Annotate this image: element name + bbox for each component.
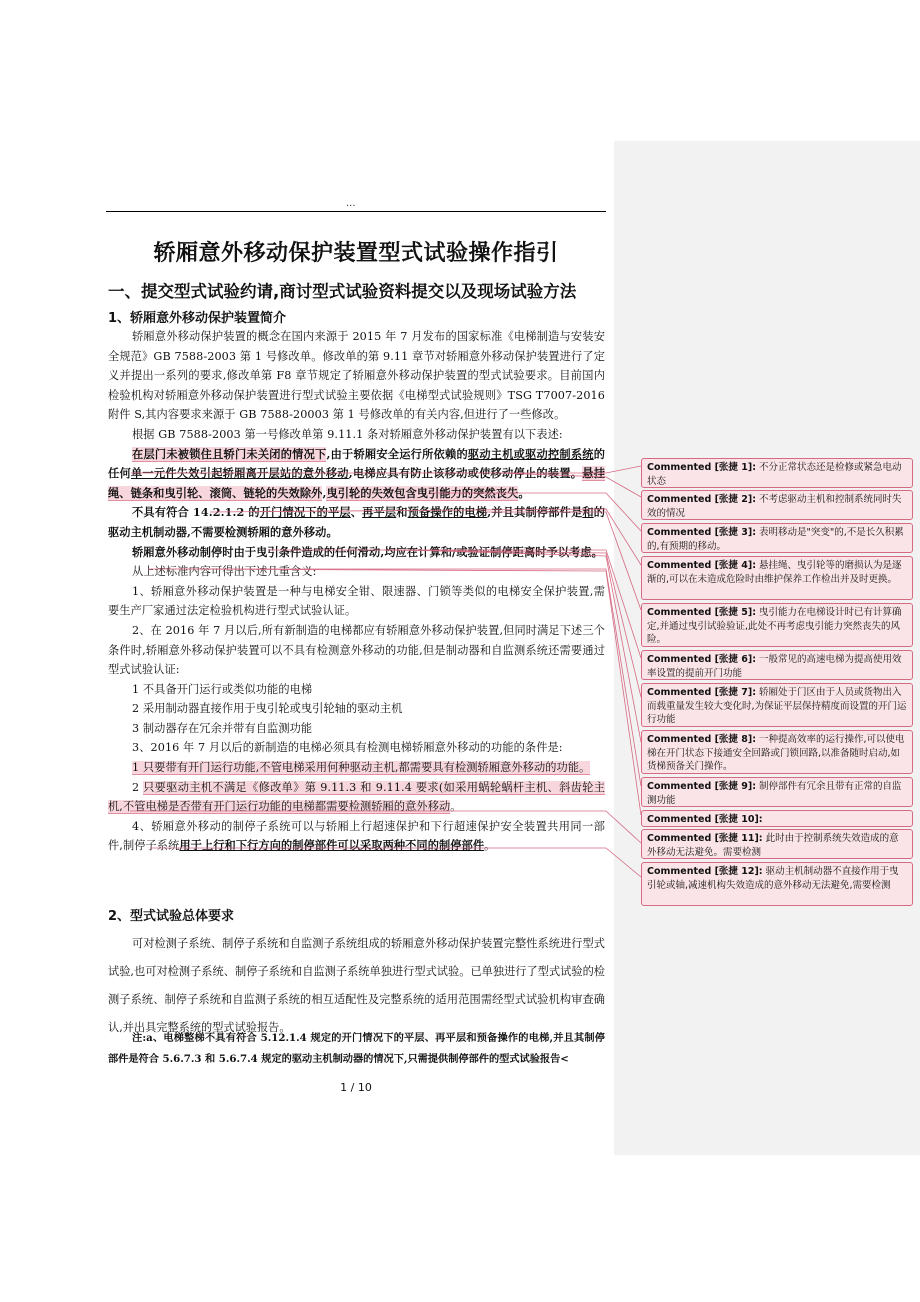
paragraph: 从上述标准内容可得出下述几重含义:: [132, 565, 317, 579]
section-1-body: [108, 327, 605, 856]
header-divider: [106, 211, 606, 212]
comment-12[interactable]: Commented [张捷 12]: 驱动主机制动器不直接作用于曳引轮或轴,减速机构失效造成的意外移动无法避免,需要检测: [641, 862, 913, 906]
comment-10[interactable]: Commented [张捷 10]:: [641, 810, 913, 827]
highlight-3[interactable]: 单一元件失效引起轿厢离开层站的意外移动: [130, 466, 349, 481]
comment-2[interactable]: Commented [张捷 2]: 不考虑驱动主机和控制系统同时失效的情况: [641, 490, 913, 520]
highlight-11[interactable]: 只要驱动主机不满足《修改单》第 9.11.3 和 9.11.4 要求(如采用蜗轮蜗杆主机、斜齿轮主机,不管电梯是否带有开门运行功能的电梯都需要检测轿厢的意外移动: [108, 780, 605, 814]
quoted-clause: 在层门未被锁住且轿门未关闭的情况下,由于轿厢安全运行所依赖的驱动主机或驱动控制系统的任何单一元件失效引起轿厢离开层站的意外移动,电梯应具有防止该移动或使移动停止的装置。悬挂绳、链条和曳引轮、滚筒、链轮的失效除外,曳引轮的失效包含曳引能力的突然丧失。: [108, 446, 606, 500]
page-number: 1 / 10: [340, 1081, 372, 1094]
subsection-1-heading: 1、轿厢意外移动保护装置简介: [108, 311, 287, 326]
comment-1[interactable]: Commented [张捷 1]: 不分正常状态还是检修或紧急电动状态: [641, 458, 913, 488]
quoted-clause: 不具有符合 14.2.1.2 的开门情况下的平层、再平层和预备操作的电梯,并且其制停部件是和的驱动主机制动器,不需要检测轿厢的意外移动。: [108, 505, 605, 539]
section-2-body: [108, 930, 605, 1042]
paragraph: 根据 GB 7588-2003 第一号修改单第 9.11.1 条对轿厢意外移动保护装置有以下表述:: [132, 427, 563, 441]
paragraph: 4、轿厢意外移动的制停子系统可以与轿厢上行超速保护和下行超速保护安全装置共用同一部件,制停子系统用于上行和下行方向的制停部件可以采取两种不同的制停部件。: [108, 819, 605, 853]
comment-6[interactable]: Commented [张捷 6]: 一般常见的高速电梯为提高使用效率设置的提前开门功能: [641, 650, 913, 680]
highlight-8[interactable]: 预备操作的电梯: [407, 505, 488, 520]
quoted-clause: 轿厢意外移动制停时由于曳引条件造成的任何滑动,均应在计算和/或验证制停距离时予以考虑。: [132, 544, 603, 559]
highlight-2[interactable]: 驱动主机或驱动控制系统: [467, 446, 594, 461]
subsection-2-heading: 2、型式试验总体要求: [108, 909, 235, 924]
comments-pane: [614, 141, 920, 1155]
paragraph: 2、在 2016 年 7 月以后,所有新制造的电梯都应有轿厢意外移动保护装置,但同时满足下述三个条件时,轿厢意外移动保护装置可以不具有检测意外移动的功能,但是制动器和自监测系统还需要通过型式试验认证:: [108, 623, 605, 677]
note-paragraph: 注:a、电梯整梯不具有符合 5.12.1.4 规定的开门情况下的平层、再平层和预备操作的电梯,并且其制停部件是符合 5.6.7.3 和 5.6.7.4 规定的驱动主机制动器的情况下,只需提供制停部件的型式试验报告<: [108, 1032, 605, 1065]
comment-9[interactable]: Commented [张捷 9]: 制停部件有冗余且带有正常的自监测功能: [641, 777, 913, 807]
paragraph: 轿厢意外移动保护装置的概念在国内来源于 2015 年 7 月发布的国家标准《电梯制造与安装安全规范》GB 7588-2003 第 1 号修改单。修改单的第 9.11 章节对轿厢意外移动保护装置进行了定义并提出一系列的要求,修改单第 F8 章节规定了轿厢意外移动保护装置的型式试验要求。目前国内检验机构对轿厢意外移动保护装置进行型式试验主要依据《电梯型式试验规则》TSG T7007-2016 附件 S,其内容要求来源于 GB 7588-20003 第 1 号修改单的有关内容,但进行了一些修改。: [108, 330, 605, 422]
list-item: 2 采用制动器直接作用于曳引轮或曳引轮轴的驱动主机: [132, 702, 403, 716]
paragraph: 1、轿厢意外移动保护装置是一种与电梯安全钳、限速器、门锁等类似的电梯安全保护装置,需要生产厂家通过法定检验机构进行型式试验认证。: [108, 584, 605, 618]
page-header: ...: [346, 198, 356, 209]
paragraph: 2 只要驱动主机不满足《修改单》第 9.11.3 和 9.11.4 要求(如采用蜗轮蜗杆主机、斜齿轮主机,不管电梯是否带有开门运行功能的电梯都需要检测轿厢的意外移动。: [108, 780, 605, 814]
highlight-10[interactable]: 1 只要带有开门运行功能,不管电梯采用何种驱动主机,都需要具有检测轿厢意外移动的功能。: [132, 761, 591, 775]
comment-11[interactable]: Commented [张捷 11]: 此时由于控制系统失效造成的意外移动无法避免。需要检测: [641, 829, 913, 859]
highlight-12[interactable]: 用于上行和下行方向的制停部件可以采取两种不同的制停部件: [179, 838, 485, 853]
comment-4[interactable]: Commented [张捷 4]: 悬挂绳、曳引轮等的磨损认为是逐渐的,可以在未造成危险时由维护保养工作检出并及时更换。: [641, 556, 913, 600]
document-title: 轿厢意外移动保护装置型式试验操作指引: [153, 241, 559, 266]
highlight-4[interactable]: 悬挂绳、链条和曳引轮、滚筒、链轮的失效除外: [108, 466, 606, 500]
comment-7[interactable]: Commented [张捷 7]: 轿厢处于门区由于人员或货物出入而载重量发生较大变化时,为保证平层保持精度而设置的开门运行功能: [641, 683, 913, 727]
comment-3[interactable]: Commented [张捷 3]: 表明移动是"突变"的,不是长久积累的,有预期的移动。: [641, 523, 913, 553]
comment-8[interactable]: Commented [张捷 8]: 一种提高效率的运行操作,可以使电梯在开门状态下接通安全回路或门锁回路,以准备随时启动,如货梯预备关门操作。: [641, 730, 913, 774]
section-1-heading: 一、提交型式试验约请,商讨型式试验资料提交以及现场试验方法: [108, 282, 577, 301]
list-item: 3 制动器存在冗余并带有自监测功能: [132, 721, 313, 735]
paragraph: 可对检测子系统、制停子系统和自监测子系统组成的轿厢意外移动保护装置完整性系统进行型式试验,也可对检测子系统、制停子系统和自监测子系统单独进行型式试验。已单独进行了型式试验的检测子系统、制停子系统和自监测子系统的相互适配性及完整系统的适用范围需经型式试验机构审查确认,并出具完整系统的型式试验报告。: [108, 937, 605, 1034]
comment-5[interactable]: Commented [张捷 5]: 曳引能力在电梯设计时已有计算确定,并通过曳引试验验证,此处不再考虑曳引能力突然丧失的风险。: [641, 603, 913, 647]
highlight-5[interactable]: 曳引轮的失效包含曳引能力的突然丧失: [326, 485, 519, 500]
highlight-6[interactable]: 开门情况下的平层: [259, 505, 351, 520]
highlight-7[interactable]: 再平层: [362, 505, 397, 520]
highlight-1[interactable]: 在层门未被锁住且轿门未关闭的情况下: [132, 446, 327, 461]
list-item: 1 不具备开门运行或类似功能的电梯: [132, 682, 313, 696]
paragraph: 3、2016 年 7 月以后的新制造的电梯必须具有检测电梯轿厢意外移动的功能的条件是:: [132, 741, 563, 755]
paragraph: [108, 758, 605, 778]
highlight-9[interactable]: 和: [582, 505, 594, 520]
